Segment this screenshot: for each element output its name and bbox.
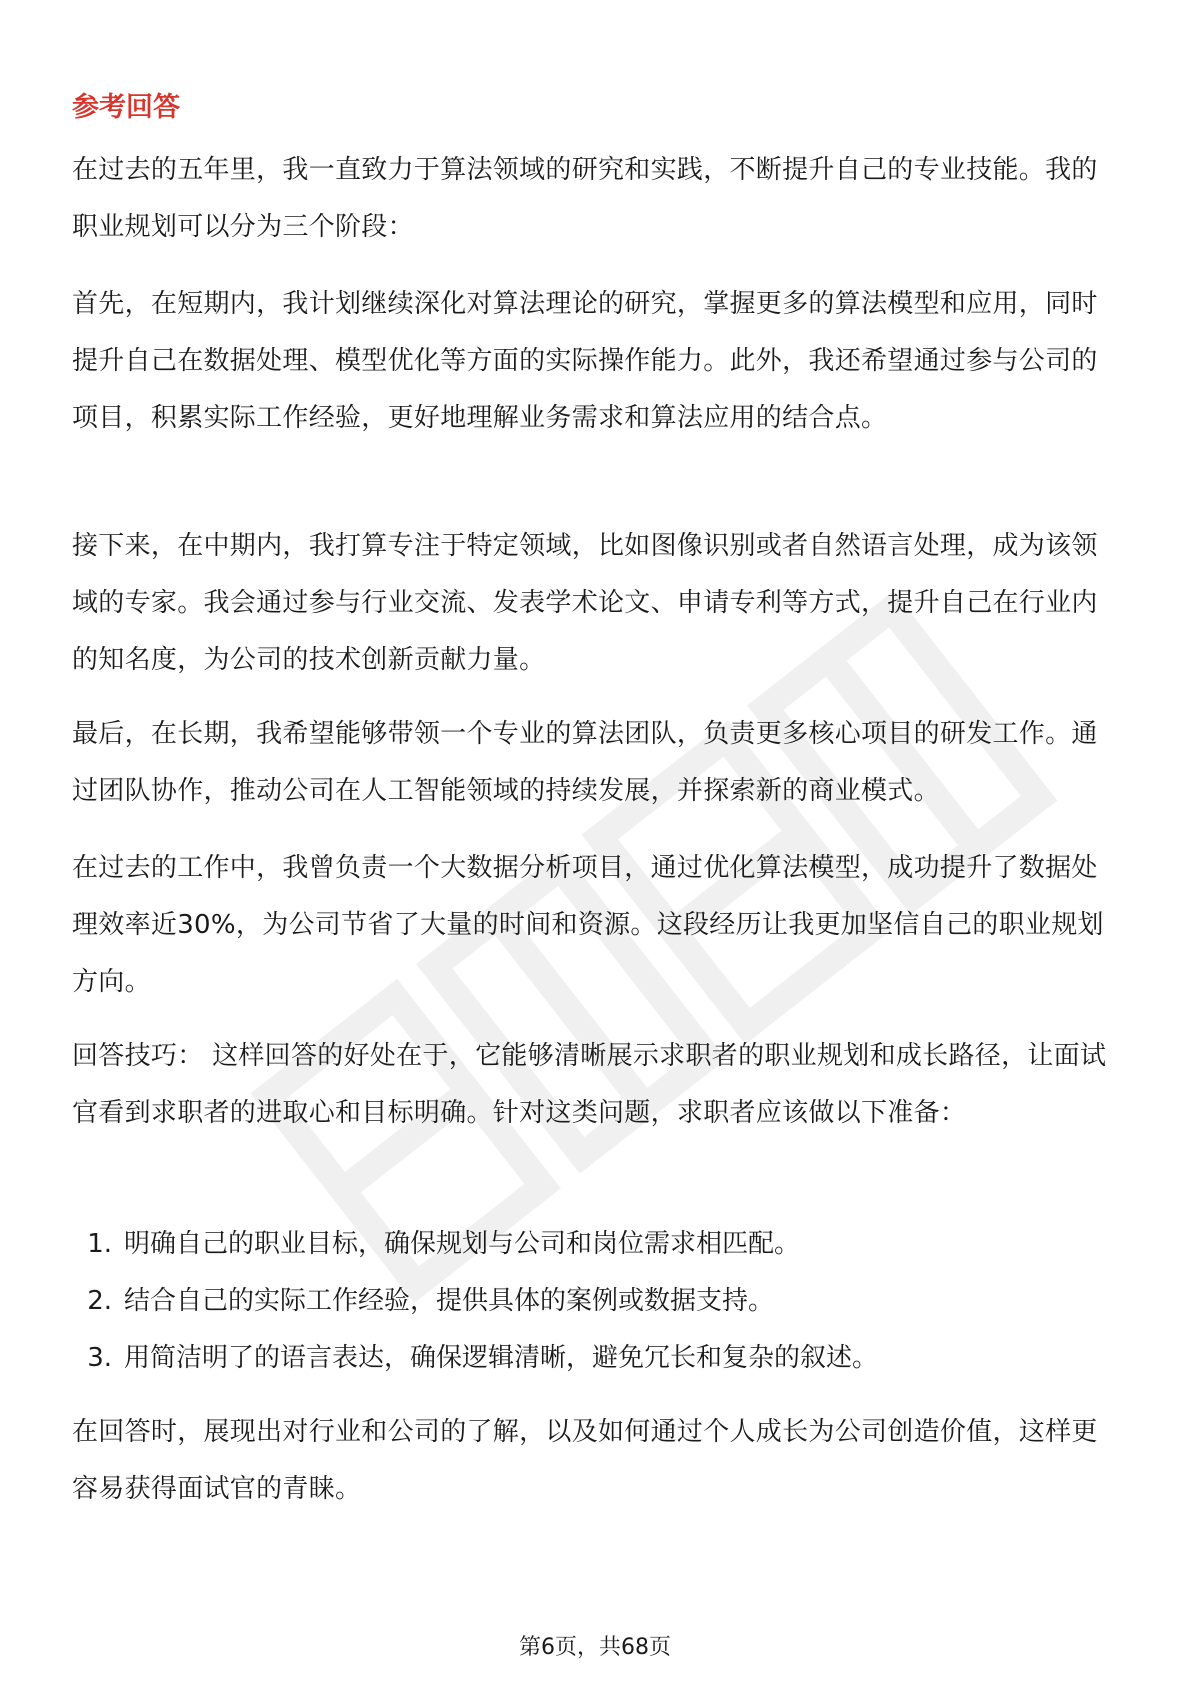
list-item-number: 2. <box>87 1286 112 1316</box>
paragraph-short-term: 首先，在短期内，我计划继续深化对算法理论的研究，掌握更多的算法模型和应用，同时提升自己在数据处理、模型优化等方面的实际操作能力。此外，我还希望通过参与公司的项目，积累实际工作经验，更好地理解业务需求和算法应用的结合点。 <box>72 289 1098 433</box>
list-item <box>72 1330 1118 1387</box>
list-item-text: 结合自己的实际工作经验，提供具体的案例或数据支持。 <box>124 1286 775 1316</box>
list-item-text: 明确自己的职业目标，确保规划与公司和岗位需求相匹配。 <box>124 1229 801 1259</box>
paragraph-experience: 在过去的工作中，我曾负责一个大数据分析项目，通过优化算法模型，成功提升了数据处理效率近30%，为公司节省了大量的时间和资源。这段经历让我更加坚信自己的职业规划方向。 <box>72 853 1104 997</box>
paragraph-tips: 回答技巧： 这样回答的好处在于，它能够清晰展示求职者的职业规划和成长路径，让面试官看到求职者的进取心和目标明确。针对这类问题，求职者应该做以下准备： <box>72 1041 1107 1128</box>
section-heading: 参考回答 <box>72 92 180 123</box>
list-item <box>72 1216 1118 1273</box>
list-item-number: 1. <box>87 1229 112 1259</box>
paragraph-closing: 在回答时，展现出对行业和公司的了解，以及如何通过个人成长为公司创造价值，这样更容易获得面试官的青睐。 <box>72 1417 1098 1504</box>
paragraph-intro: 在过去的五年里，我一直致力于算法领域的研究和实践，不断提升自己的专业技能。我的职业规划可以分为三个阶段： <box>72 155 1098 242</box>
list-item-text: 用简洁明了的语言表达，确保逻辑清晰，避免冗长和复杂的叙述。 <box>124 1343 879 1373</box>
paragraph-long-term: 最后，在长期，我希望能够带领一个专业的算法团队，负责更多核心项目的研发工作。通过团队协作，推动公司在人工智能领域的持续发展，并探索新的商业模式。 <box>72 719 1098 806</box>
paragraph-mid-term: 接下来，在中期内，我打算专注于特定领域，比如图像识别或者自然语言处理，成为该领域的专家。我会通过参与行业交流、发表学术论文、申请专利等方式，提升自己在行业内的知名度，为公司的技术创新贡献力量。 <box>72 531 1098 675</box>
tips-list <box>72 1216 1118 1387</box>
page-number: 第6页，共68页 <box>519 1635 671 1660</box>
list-item-number: 3. <box>87 1343 112 1373</box>
list-item <box>72 1273 1118 1330</box>
